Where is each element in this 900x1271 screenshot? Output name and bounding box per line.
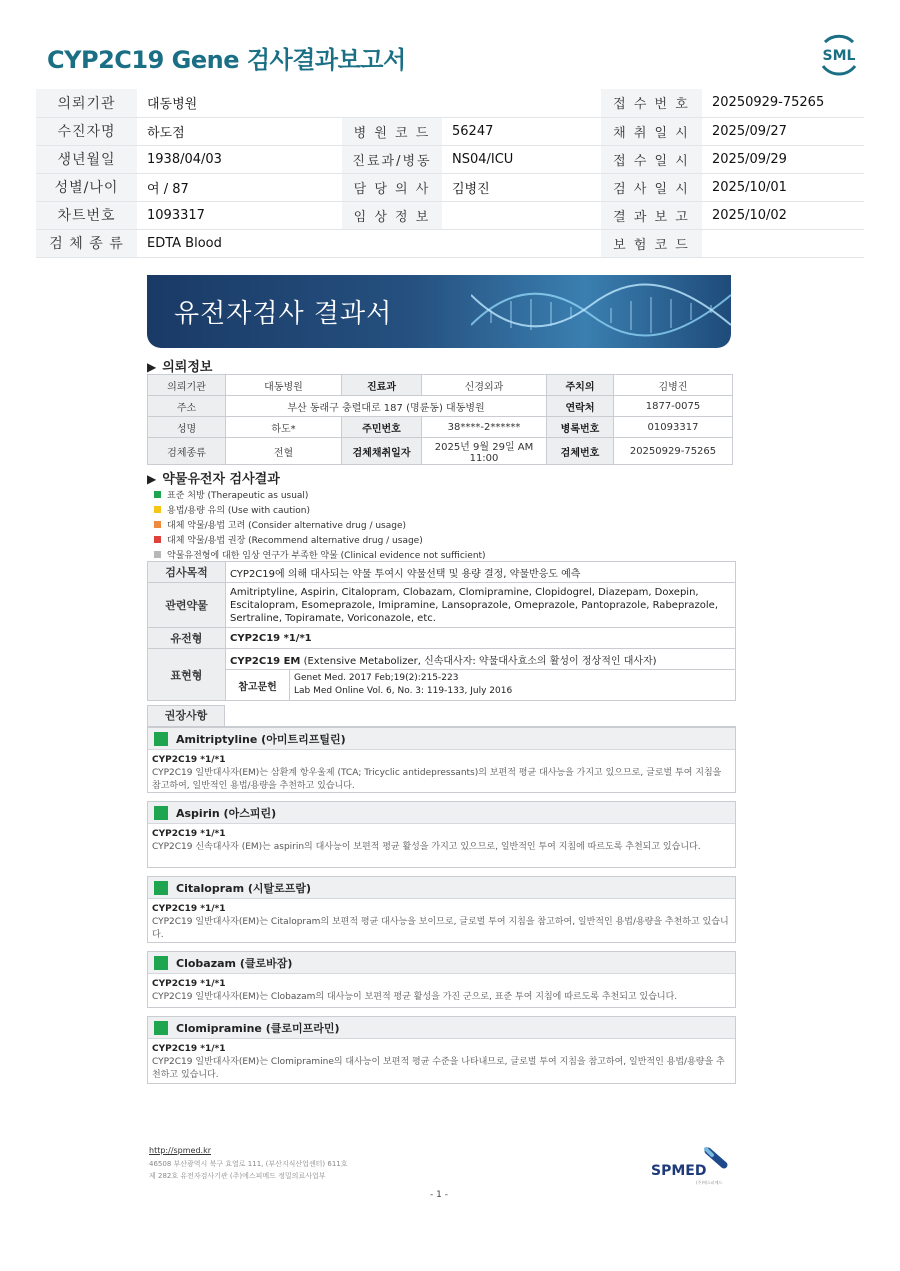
request-value: 대동병원 bbox=[226, 375, 342, 396]
patient-header-table bbox=[36, 89, 864, 258]
sml-logo bbox=[815, 30, 863, 78]
header-label: 보 험 코 드 bbox=[601, 229, 702, 257]
drug-name: Clobazam (클로바잠) bbox=[176, 956, 293, 970]
header-label: 담 당 의 사 bbox=[342, 173, 442, 201]
header-row bbox=[36, 89, 864, 117]
header-row bbox=[36, 173, 864, 201]
header-value: EDTA Blood bbox=[137, 229, 342, 257]
request-value: 01093317 bbox=[614, 417, 733, 438]
request-value: 하도* bbox=[226, 417, 342, 438]
legend-swatch-icon bbox=[154, 521, 161, 528]
request-value: 신경외과 bbox=[422, 375, 547, 396]
header-value: 56247 bbox=[442, 117, 601, 145]
recommendation-header bbox=[148, 728, 735, 750]
recommendation-text: CYP2C19 일반대사자(EM)는 Clobazam의 대사능이 보편적 평균 활성을 가진 군으로, 표준 투여 지침에 따르도록 추천되고 있습니다. bbox=[152, 992, 678, 1002]
result-legend bbox=[154, 487, 486, 562]
header-value: 여 / 87 bbox=[137, 173, 342, 201]
sml-logo-text: SML bbox=[822, 48, 856, 64]
recommendation-text: CYP2C19 일반대사자(EM)는 Clomipramine의 대사능이 보편적 평균 수준을 나타내므로, 글로벌 투여 지침을 참고하여, 일반적인 용법/용량을 추천하고 있습니다. bbox=[152, 1057, 725, 1080]
request-value: 부산 동래구 충렬대로 187 (명륜동) 대동병원 bbox=[226, 396, 547, 417]
request-label: 주민번호 bbox=[342, 417, 422, 438]
footer-license: 제 282호 유전자검사기관 (주)에스피메드 정밀의료사업부 bbox=[149, 1172, 326, 1180]
drug-name: Citalopram (시탈로프람) bbox=[176, 881, 312, 895]
page-title: CYP2C19 Gene 검사결과보고서 bbox=[47, 46, 406, 74]
header-value: 2025/09/27 bbox=[702, 117, 864, 145]
header-row bbox=[36, 201, 864, 229]
header-value bbox=[442, 89, 601, 117]
drugs-value: Amitriptyline, Aspirin, Citalopram, Clobazam, Clomipramine, Clopidogrel, Diazepam, Doxepin, Escitalopram, Esomeprazole, Imipramine, Lansoprazole, Omeprazole, Pantoprazole, Rabeprazole, Sertraline, Topiramate, Voriconazole, etc. bbox=[226, 583, 736, 628]
recommendation-genotype: CYP2C19 *1/*1 bbox=[152, 829, 226, 839]
request-label: 검체번호 bbox=[547, 438, 614, 465]
recommendation-body bbox=[148, 974, 735, 1008]
purpose-label: 검사목적 bbox=[148, 562, 226, 583]
legend-text: 대체 약물/용법 권장 (Recommend alternative drug / usage) bbox=[167, 536, 423, 546]
request-value: 38****-2****** bbox=[422, 417, 547, 438]
header-value: 김병진 bbox=[442, 173, 601, 201]
request-label: 검체종류 bbox=[148, 438, 226, 465]
request-row bbox=[148, 375, 733, 396]
reference-label: 참고문헌 bbox=[226, 670, 290, 701]
drugs-label: 관련약물 bbox=[148, 583, 226, 628]
request-value: 1877-0075 bbox=[614, 396, 733, 417]
request-row bbox=[148, 396, 733, 417]
request-label: 의뢰기관 bbox=[148, 375, 226, 396]
header-label: 검 체 종 류 bbox=[36, 229, 137, 257]
recommendation-body bbox=[148, 824, 735, 858]
footer-url-link[interactable]: http://spmed.kr bbox=[149, 1146, 212, 1155]
header-value: 2025/09/29 bbox=[702, 145, 864, 173]
status-green-icon bbox=[154, 881, 168, 895]
header-value: 2025/10/02 bbox=[702, 201, 864, 229]
header-label: 생년월일 bbox=[36, 145, 137, 173]
request-label: 검체채취일자 bbox=[342, 438, 422, 465]
header-label: 임 상 정 보 bbox=[342, 201, 442, 229]
header-value bbox=[442, 201, 601, 229]
header-value: 하도점 bbox=[137, 117, 342, 145]
recommendation-card bbox=[147, 876, 736, 943]
request-value: 김병진 bbox=[614, 375, 733, 396]
header-label bbox=[342, 229, 442, 257]
legend-text: 약물유전형에 대한 임상 연구가 부족한 약물 (Clinical evidence not sufficient) bbox=[167, 551, 486, 561]
recommendation-card bbox=[147, 1016, 736, 1084]
legend-swatch-icon bbox=[154, 506, 161, 513]
header-value: 20250929-75265 bbox=[702, 89, 864, 117]
header-row bbox=[36, 229, 864, 257]
phenotype-value: CYP2C19 EM (Extensive Metabolizer, 신속대사자: 약물대사효소의 활성이 정상적인 대사자) bbox=[226, 649, 736, 670]
header-label: 수진자명 bbox=[36, 117, 137, 145]
recommendation-genotype: CYP2C19 *1/*1 bbox=[152, 979, 226, 989]
header-value: NS04/ICU bbox=[442, 145, 601, 173]
recommendation-genotype: CYP2C19 *1/*1 bbox=[152, 904, 226, 914]
recommendation-text: CYP2C19 신속대사자 (EM)는 aspirin의 대사능이 보편적 평균 활성을 가지고 있으므로, 일반적인 투여 지침에 따르도록 추천되고 있습니다. bbox=[152, 842, 701, 852]
recommendation-genotype: CYP2C19 *1/*1 bbox=[152, 755, 226, 765]
phenotype-label: 표현형 bbox=[148, 649, 226, 701]
request-label: 주치의 bbox=[547, 375, 614, 396]
spmed-logo-text: SPMED bbox=[651, 1163, 707, 1179]
header-label: 의뢰기관 bbox=[36, 89, 137, 117]
request-value: 2025년 9월 29일 AM 11:00 bbox=[422, 438, 547, 465]
legend-swatch-icon bbox=[154, 491, 161, 498]
header-label: 성별/나이 bbox=[36, 173, 137, 201]
page-number: - 1 - bbox=[430, 1190, 448, 1200]
request-label: 성명 bbox=[148, 417, 226, 438]
header-label: 진료과/병동 bbox=[342, 145, 442, 173]
request-label: 병록번호 bbox=[547, 417, 614, 438]
status-green-icon bbox=[154, 1021, 168, 1035]
header-value: 대동병원 bbox=[137, 89, 342, 117]
request-section-heading: ▶ 의뢰정보 bbox=[147, 360, 213, 375]
recommendation-header bbox=[148, 952, 735, 974]
spmed-logo-sub: (주)에스피메드 bbox=[696, 1180, 723, 1185]
request-value: 전혈 bbox=[226, 438, 342, 465]
legend-swatch-icon bbox=[154, 536, 161, 543]
recommendation-card bbox=[147, 951, 736, 1008]
drug-name: Clomipramine (클로미프라민) bbox=[176, 1021, 340, 1035]
footer-address: 46508 부산광역시 북구 효열로 111, (부산지식산업센터) 611호 bbox=[149, 1160, 348, 1168]
recommendation-card bbox=[147, 727, 736, 793]
recommendation-header bbox=[148, 877, 735, 899]
header-value: 2025/10/01 bbox=[702, 173, 864, 201]
legend-swatch-icon bbox=[154, 551, 161, 558]
header-value: 1938/04/03 bbox=[137, 145, 342, 173]
header-label bbox=[342, 89, 442, 117]
request-label: 연락처 bbox=[547, 396, 614, 417]
recommendation-body bbox=[148, 750, 735, 797]
recommendation-header bbox=[148, 1017, 735, 1039]
recommendation-text: CYP2C19 일반대사자(EM)는 삼환계 항우울제 (TCA; Tricyclic antidepressants)의 보편적 평균 대사능을 가지고 있으므로, 글로벌 투여 지침을 참고하여, 일반적인 용법/용량을 추천하고 있습니다. bbox=[152, 768, 722, 791]
recommendation-card bbox=[147, 801, 736, 868]
request-info-table bbox=[147, 374, 733, 465]
recommendation-header bbox=[148, 802, 735, 824]
recommendation-text: CYP2C19 일반대사자(EM)는 Citalopram의 보편적 평균 대사능을 보이므로, 글로벌 투여 지침을 참고하여, 일반적인 용법/용량을 추천하고 있습니다. bbox=[152, 917, 729, 940]
request-row bbox=[148, 438, 733, 465]
status-green-icon bbox=[154, 956, 168, 970]
spmed-logo bbox=[650, 1145, 730, 1187]
recommendation-body bbox=[148, 1039, 735, 1086]
reference-value: Genet Med. 2017 Feb;19(2):215-223 Lab Med Online Vol. 6, No. 3: 119-133, July 2016 bbox=[290, 670, 736, 701]
header-row bbox=[36, 117, 864, 145]
banner-title: 유전자검사 결과서 bbox=[174, 299, 393, 329]
header-label: 접 수 번 호 bbox=[601, 89, 702, 117]
request-value: 20250929-75265 bbox=[614, 438, 733, 465]
header-label: 검 사 일 시 bbox=[601, 173, 702, 201]
recommendation-body bbox=[148, 899, 735, 946]
header-label: 접 수 일 시 bbox=[601, 145, 702, 173]
legend-item bbox=[154, 532, 486, 547]
header-value bbox=[702, 229, 864, 257]
request-label: 진료과 bbox=[342, 375, 422, 396]
legend-item bbox=[154, 547, 486, 562]
legend-text: 용법/용량 유의 (Use with caution) bbox=[167, 506, 310, 516]
result-section-heading: ▶ 약물유전자 검사결과 bbox=[147, 472, 280, 487]
genotype-label: 유전형 bbox=[148, 628, 226, 649]
header-label: 병 원 코 드 bbox=[342, 117, 442, 145]
recommendation-tab: 권장사항 bbox=[147, 705, 225, 727]
legend-item bbox=[154, 487, 486, 502]
header-value bbox=[442, 229, 601, 257]
request-row bbox=[148, 417, 733, 438]
genotype-value: CYP2C19 *1/*1 bbox=[226, 628, 736, 649]
result-table bbox=[147, 561, 736, 701]
status-green-icon bbox=[154, 732, 168, 746]
header-value: 1093317 bbox=[137, 201, 342, 229]
legend-text: 표준 처방 (Therapeutic as usual) bbox=[167, 491, 309, 501]
dna-helix-icon bbox=[471, 275, 731, 348]
header-label: 결 과 보 고 bbox=[601, 201, 702, 229]
request-label: 주소 bbox=[148, 396, 226, 417]
legend-item bbox=[154, 517, 486, 532]
purpose-value: CYP2C19에 의해 대사되는 약물 투여시 약물선택 및 용량 결정, 약물반응도 예측 bbox=[226, 562, 736, 583]
legend-item bbox=[154, 502, 486, 517]
drug-name: Amitriptyline (아미트리프틸린) bbox=[176, 732, 346, 746]
legend-text: 대체 약물/용법 고려 (Consider alternative drug / usage) bbox=[167, 521, 407, 531]
drug-name: Aspirin (아스피린) bbox=[176, 806, 277, 820]
header-label: 채 취 일 시 bbox=[601, 117, 702, 145]
header-row bbox=[36, 145, 864, 173]
report-banner bbox=[147, 275, 731, 348]
recommendation-genotype: CYP2C19 *1/*1 bbox=[152, 1044, 226, 1054]
header-label: 차트번호 bbox=[36, 201, 137, 229]
status-green-icon bbox=[154, 806, 168, 820]
